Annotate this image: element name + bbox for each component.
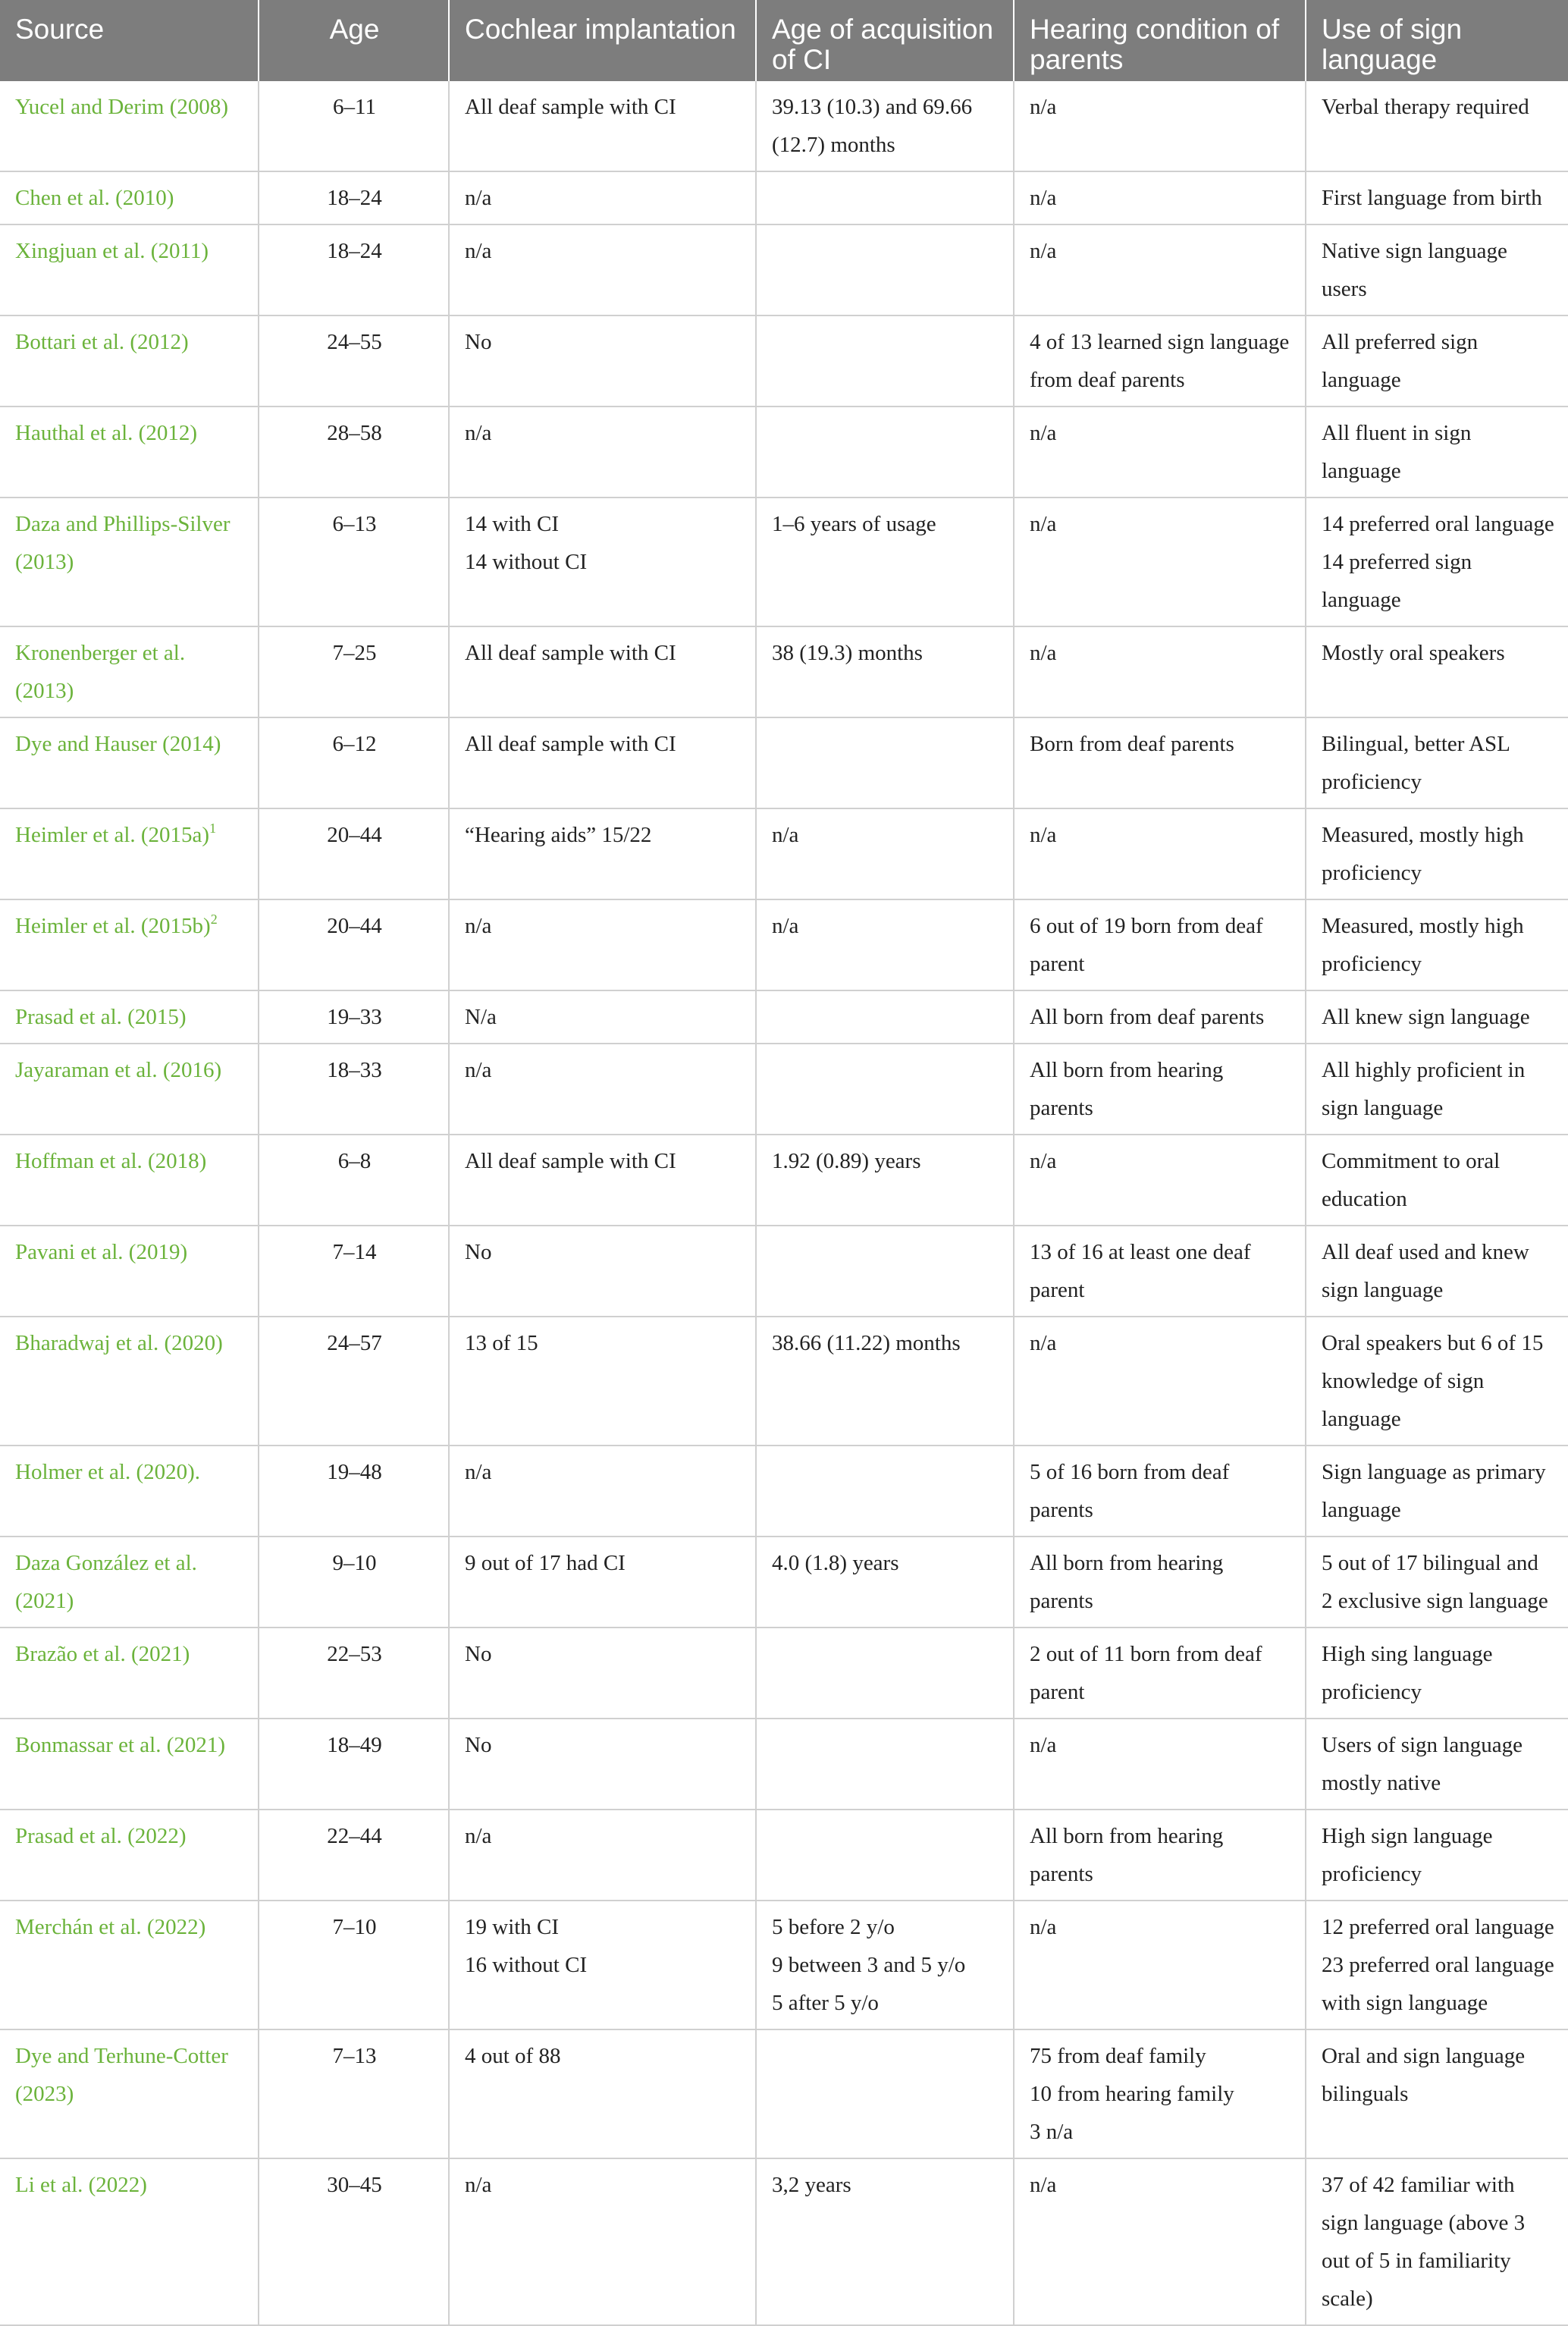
table-row (0, 1135, 1568, 1226)
cell-sign-language (1306, 315, 1568, 407)
cell-cochlear-implantation (449, 407, 756, 498)
cell-sign-language (1306, 1537, 1568, 1628)
cell-age-of-acquisition (756, 1537, 1014, 1628)
cell-line: n/a (1030, 239, 1057, 263)
table-row (0, 899, 1568, 990)
cell-line: Commitment to oral education (1322, 1149, 1501, 1211)
cell-hearing-condition (1014, 1226, 1306, 1317)
cell-cochlear-implantation (449, 2029, 756, 2158)
cell-age-of-acquisition (756, 990, 1014, 1044)
cell-line: n/a (465, 1824, 492, 1848)
cell-age: 6–11 (259, 81, 449, 171)
cell-source (0, 1317, 259, 1446)
cell-cochlear-implantation (449, 1628, 756, 1719)
cell-sign-language (1306, 171, 1568, 224)
cell-line: 14 preferred sign language (1322, 550, 1472, 612)
cell-line: 6 out of 19 born from deaf parent (1030, 914, 1263, 976)
cell-age-of-acquisition (756, 2158, 1014, 2325)
cell-cochlear-implantation (449, 1226, 756, 1317)
source-citation: Merchán et al. (2022) (15, 1915, 206, 1939)
cell-line: 10 from hearing family (1030, 2082, 1234, 2106)
cell-sign-language (1306, 1628, 1568, 1719)
source-citation: Hoffman et al. (2018) (15, 1149, 207, 1173)
cell-hearing-condition (1014, 626, 1306, 717)
source-citation: Daza and Phillips-Silver (2013) (15, 512, 230, 574)
cell-hearing-condition (1014, 899, 1306, 990)
cell-hearing-condition (1014, 808, 1306, 899)
cell-line: n/a (465, 421, 492, 445)
cell-line: All deaf sample with CI (465, 732, 676, 756)
cell-line: 9 out of 17 had CI (465, 1551, 626, 1575)
cell-hearing-condition (1014, 498, 1306, 626)
cell-cochlear-implantation (449, 1719, 756, 1810)
cell-source (0, 808, 259, 899)
cell-line: 14 without CI (465, 550, 588, 574)
cell-hearing-condition (1014, 1901, 1306, 2029)
cell-source (0, 1628, 259, 1719)
cell-line: Mostly oral speakers (1322, 641, 1505, 665)
cell-age-of-acquisition (756, 81, 1014, 171)
cell-line: 3,2 years (772, 2173, 851, 2197)
cell-cochlear-implantation (449, 808, 756, 899)
cell-age: 19–33 (259, 990, 449, 1044)
source-citation: Bottari et al. (2012) (15, 330, 189, 354)
cell-line: All deaf sample with CI (465, 1149, 676, 1173)
cell-line: n/a (1030, 641, 1057, 665)
table-row (0, 808, 1568, 899)
table-body (0, 81, 1568, 2325)
cell-age-of-acquisition (756, 1135, 1014, 1226)
header-source: Source (0, 0, 259, 81)
footnote-marker: 1 (209, 821, 217, 836)
cell-line: All fluent in sign language (1322, 421, 1472, 483)
table-row (0, 81, 1568, 171)
cell-line: No (465, 1240, 492, 1264)
cell-line: n/a (1030, 186, 1057, 210)
cell-line: 4 of 13 learned sign language from deaf parents (1030, 330, 1290, 392)
cell-cochlear-implantation (449, 990, 756, 1044)
header-hearing-condition: Hearing condition of parents (1014, 0, 1306, 81)
cell-cochlear-implantation (449, 81, 756, 171)
table-row (0, 1537, 1568, 1628)
source-citation: Xingjuan et al. (2011) (15, 239, 209, 263)
cell-sign-language (1306, 1446, 1568, 1537)
cell-line: 5 of 16 born from deaf parents (1030, 1460, 1230, 1522)
cell-age: 7–10 (259, 1901, 449, 2029)
cell-sign-language (1306, 407, 1568, 498)
cell-line: 38.66 (11.22) months (772, 1331, 961, 1355)
cell-cochlear-implantation (449, 2158, 756, 2325)
cell-line: All deaf sample with CI (465, 641, 676, 665)
cell-line: 5 out of 17 bilingual and 2 exclusive sign language (1322, 1551, 1548, 1613)
cell-line: n/a (465, 239, 492, 263)
cell-line: Sign language as primary language (1322, 1460, 1546, 1522)
cell-source (0, 1537, 259, 1628)
cell-hearing-condition (1014, 2158, 1306, 2325)
cell-age: 7–14 (259, 1226, 449, 1317)
cell-hearing-condition (1014, 717, 1306, 808)
cell-cochlear-implantation (449, 1446, 756, 1537)
cell-line: No (465, 330, 492, 354)
cell-sign-language (1306, 1226, 1568, 1317)
cell-line: N/a (465, 1005, 497, 1029)
cell-age: 22–53 (259, 1628, 449, 1719)
cell-line: 38 (19.3) months (772, 641, 923, 665)
cell-line: 13 of 16 at least one deaf parent (1030, 1240, 1251, 1302)
source-citation: Prasad et al. (2015) (15, 1005, 187, 1029)
cell-sign-language (1306, 2029, 1568, 2158)
cell-hearing-condition (1014, 1446, 1306, 1537)
table-row (0, 2158, 1568, 2325)
cell-line: All highly proficient in sign language (1322, 1058, 1526, 1120)
cell-line: n/a (1030, 1733, 1057, 1757)
cell-line: 19 with CI (465, 1915, 560, 1939)
cell-age: 6–8 (259, 1135, 449, 1226)
cell-sign-language (1306, 808, 1568, 899)
cell-age: 6–12 (259, 717, 449, 808)
cell-sign-language (1306, 224, 1568, 315)
cell-line: 13 of 15 (465, 1331, 538, 1355)
source-citation: Dye and Terhune-Cotter (2023) (15, 2044, 228, 2106)
cell-source (0, 1719, 259, 1810)
cell-line: All knew sign language (1322, 1005, 1530, 1029)
cell-sign-language (1306, 899, 1568, 990)
cell-line: 12 preferred oral language (1322, 1915, 1554, 1939)
header-age: Age (259, 0, 449, 81)
cell-line: All deaf sample with CI (465, 95, 676, 119)
cell-line: 14 with CI (465, 512, 560, 536)
cell-sign-language (1306, 81, 1568, 171)
cell-line: Oral and sign language bilinguals (1322, 2044, 1526, 2106)
cell-age: 18–24 (259, 224, 449, 315)
cell-line: 5 before 2 y/o (772, 1915, 895, 1939)
cell-hearing-condition (1014, 1044, 1306, 1135)
cell-age: 18–24 (259, 171, 449, 224)
cell-source (0, 171, 259, 224)
cell-line: 5 after 5 y/o (772, 1991, 879, 2015)
cell-line: Bilingual, better ASL proficiency (1322, 732, 1510, 794)
cell-source (0, 899, 259, 990)
cell-line: Measured, mostly high proficiency (1322, 823, 1524, 885)
cell-hearing-condition (1014, 1317, 1306, 1446)
cell-cochlear-implantation (449, 1044, 756, 1135)
cell-line: 9 between 3 and 5 y/o (772, 1953, 966, 1977)
table-row (0, 990, 1568, 1044)
cell-line: n/a (1030, 95, 1057, 119)
cell-line: Measured, mostly high proficiency (1322, 914, 1524, 976)
source-citation: Prasad et al. (2022) (15, 1824, 187, 1848)
cell-line: Native sign language users (1322, 239, 1507, 301)
cell-source (0, 81, 259, 171)
cell-line: All born from deaf parents (1030, 1005, 1265, 1029)
table-row (0, 1446, 1568, 1537)
cell-age-of-acquisition (756, 1226, 1014, 1317)
header-cochlear-implantation: Cochlear implantation (449, 0, 756, 81)
cell-line: 16 without CI (465, 1953, 588, 1977)
cell-source (0, 990, 259, 1044)
table-row (0, 1719, 1568, 1810)
source-citation: Bharadwaj et al. (2020) (15, 1331, 223, 1355)
table-row (0, 1901, 1568, 2029)
cell-line: n/a (1030, 1915, 1057, 1939)
table-row (0, 1226, 1568, 1317)
cell-sign-language (1306, 498, 1568, 626)
cell-line: 37 of 42 familiar with sign language (above 3 out of 5 in familiarity scale) (1322, 2173, 1526, 2311)
cell-source (0, 1135, 259, 1226)
cell-sign-language (1306, 2158, 1568, 2325)
cell-age: 18–49 (259, 1719, 449, 1810)
cell-source (0, 717, 259, 808)
table-row (0, 315, 1568, 407)
cell-line: All born from hearing parents (1030, 1824, 1224, 1886)
source-citation: Li et al. (2022) (15, 2173, 147, 2197)
table-row (0, 1044, 1568, 1135)
cell-age: 7–25 (259, 626, 449, 717)
header-row (0, 0, 1568, 81)
cell-line: All born from hearing parents (1030, 1058, 1224, 1120)
cell-cochlear-implantation (449, 171, 756, 224)
cell-hearing-condition (1014, 81, 1306, 171)
cell-cochlear-implantation (449, 1317, 756, 1446)
cell-line: Oral speakers but 6 of 15 knowledge of sign language (1322, 1331, 1544, 1431)
cell-age-of-acquisition (756, 1628, 1014, 1719)
source-citation: Brazão et al. (2021) (15, 1642, 190, 1666)
cell-hearing-condition (1014, 224, 1306, 315)
cell-line: High sign language proficiency (1322, 1824, 1493, 1886)
cell-sign-language (1306, 1810, 1568, 1901)
footnote-marker: 2 (210, 912, 218, 927)
cell-age-of-acquisition (756, 626, 1014, 717)
cell-cochlear-implantation (449, 1901, 756, 2029)
cell-age: 22–44 (259, 1810, 449, 1901)
cell-line: n/a (465, 2173, 492, 2197)
table-row (0, 1810, 1568, 1901)
cell-line: n/a (1030, 2173, 1057, 2197)
cell-source (0, 2158, 259, 2325)
source-citation: Hauthal et al. (2012) (15, 421, 197, 445)
cell-age-of-acquisition (756, 717, 1014, 808)
cell-age: 24–55 (259, 315, 449, 407)
cell-hearing-condition (1014, 2029, 1306, 2158)
cell-line: All born from hearing parents (1030, 1551, 1224, 1613)
cell-line: All preferred sign language (1322, 330, 1479, 392)
cell-hearing-condition (1014, 990, 1306, 1044)
cell-cochlear-implantation (449, 315, 756, 407)
cell-cochlear-implantation (449, 1810, 756, 1901)
cell-source (0, 224, 259, 315)
cell-source (0, 1044, 259, 1135)
cell-hearing-condition (1014, 171, 1306, 224)
cell-source (0, 1446, 259, 1537)
cell-source (0, 407, 259, 498)
cell-line: 75 from deaf family (1030, 2044, 1206, 2068)
cell-line: n/a (1030, 421, 1057, 445)
source-citation: Yucel and Derim (2008) (15, 95, 229, 119)
cell-sign-language (1306, 990, 1568, 1044)
cell-sign-language (1306, 1719, 1568, 1810)
cell-sign-language (1306, 717, 1568, 808)
cell-age: 18–33 (259, 1044, 449, 1135)
cell-age-of-acquisition (756, 2029, 1014, 2158)
cell-cochlear-implantation (449, 899, 756, 990)
table-row (0, 2029, 1568, 2158)
header-sign-language: Use of sign language (1306, 0, 1568, 81)
cell-line: 4 out of 88 (465, 2044, 561, 2068)
cell-age-of-acquisition (756, 171, 1014, 224)
cell-line: 4.0 (1.8) years (772, 1551, 899, 1575)
cell-age-of-acquisition (756, 1810, 1014, 1901)
cell-sign-language (1306, 1135, 1568, 1226)
source-citation: Pavani et al. (2019) (15, 1240, 188, 1264)
cell-hearing-condition (1014, 1719, 1306, 1810)
cell-line: n/a (1030, 1149, 1057, 1173)
cell-sign-language (1306, 1901, 1568, 2029)
cell-hearing-condition (1014, 1810, 1306, 1901)
cell-cochlear-implantation (449, 498, 756, 626)
cell-line: n/a (465, 1460, 492, 1484)
cell-source (0, 315, 259, 407)
cell-age: 9–10 (259, 1537, 449, 1628)
table-row (0, 1317, 1568, 1446)
cell-source (0, 1810, 259, 1901)
cell-line: n/a (1030, 1331, 1057, 1355)
cell-age-of-acquisition (756, 1317, 1014, 1446)
cell-age-of-acquisition (756, 1719, 1014, 1810)
cell-line: No (465, 1733, 492, 1757)
cell-age-of-acquisition (756, 1446, 1014, 1537)
cell-line: All deaf used and knew sign language (1322, 1240, 1529, 1302)
cell-age: 24–57 (259, 1317, 449, 1446)
cell-hearing-condition (1014, 1628, 1306, 1719)
cell-line: First language from birth (1322, 186, 1542, 210)
cell-line: 39.13 (10.3) and 69.66 (12.7) months (772, 95, 973, 157)
cell-line: 1–6 years of usage (772, 512, 936, 536)
cell-source (0, 498, 259, 626)
cell-hearing-condition (1014, 1135, 1306, 1226)
cell-line: “Hearing aids” 15/22 (465, 823, 652, 847)
cell-line: Born from deaf parents (1030, 732, 1234, 756)
table-row (0, 224, 1568, 315)
cell-line: 1.92 (0.89) years (772, 1149, 921, 1173)
table-row (0, 1628, 1568, 1719)
source-citation: Jayaraman et al. (2016) (15, 1058, 222, 1082)
source-citation: Heimler et al. (2015b) (15, 914, 211, 938)
cell-cochlear-implantation (449, 224, 756, 315)
cell-line: High sing language proficiency (1322, 1642, 1493, 1704)
cell-cochlear-implantation (449, 1135, 756, 1226)
cell-line: n/a (465, 914, 492, 938)
table-row (0, 498, 1568, 626)
cell-line: n/a (772, 823, 799, 847)
cell-source (0, 1901, 259, 2029)
cell-line: n/a (1030, 512, 1057, 536)
cell-line: No (465, 1642, 492, 1666)
cell-line: n/a (772, 914, 799, 938)
source-citation: Bonmassar et al. (2021) (15, 1733, 226, 1757)
source-citation: Holmer et al. (2020). (15, 1460, 201, 1484)
cell-age: 20–44 (259, 899, 449, 990)
cell-sign-language (1306, 626, 1568, 717)
table-row (0, 171, 1568, 224)
source-citation: Heimler et al. (2015a) (15, 823, 210, 847)
cell-line: Verbal therapy required (1322, 95, 1529, 119)
cell-age-of-acquisition (756, 1901, 1014, 2029)
cell-age: 19–48 (259, 1446, 449, 1537)
cell-age-of-acquisition (756, 1044, 1014, 1135)
cell-line: 2 out of 11 born from deaf parent (1030, 1642, 1262, 1704)
header-age-of-acquisition: Age of acquisition of CI (756, 0, 1014, 81)
cell-age: 30–45 (259, 2158, 449, 2325)
cell-cochlear-implantation (449, 626, 756, 717)
cell-line: 3 n/a (1030, 2120, 1074, 2144)
cell-age-of-acquisition (756, 407, 1014, 498)
cell-source (0, 626, 259, 717)
source-citation: Chen et al. (2010) (15, 186, 174, 210)
cell-line: n/a (465, 186, 492, 210)
cell-age: 28–58 (259, 407, 449, 498)
cell-source (0, 2029, 259, 2158)
cell-sign-language (1306, 1044, 1568, 1135)
cell-line: n/a (465, 1058, 492, 1082)
cell-line: 23 preferred oral language with sign language (1322, 1953, 1554, 2015)
table-row (0, 407, 1568, 498)
cell-age-of-acquisition (756, 808, 1014, 899)
cell-age-of-acquisition (756, 498, 1014, 626)
source-citation: Kronenberger et al. (2013) (15, 641, 186, 703)
cell-line: 14 preferred oral language (1322, 512, 1554, 536)
cell-sign-language (1306, 1317, 1568, 1446)
cell-age-of-acquisition (756, 899, 1014, 990)
cell-source (0, 1226, 259, 1317)
table-row (0, 717, 1568, 808)
source-citation: Dye and Hauser (2014) (15, 732, 221, 756)
cell-hearing-condition (1014, 315, 1306, 407)
cell-age-of-acquisition (756, 224, 1014, 315)
cell-age: 7–13 (259, 2029, 449, 2158)
table-row (0, 626, 1568, 717)
cell-age: 20–44 (259, 808, 449, 899)
cell-line: n/a (1030, 823, 1057, 847)
cell-hearing-condition (1014, 407, 1306, 498)
cell-age: 6–13 (259, 498, 449, 626)
cell-cochlear-implantation (449, 717, 756, 808)
source-citation: Daza González et al. (2021) (15, 1551, 197, 1613)
table-header (0, 0, 1568, 81)
cell-hearing-condition (1014, 1537, 1306, 1628)
cell-line: Users of sign language mostly native (1322, 1733, 1523, 1795)
cell-age-of-acquisition (756, 315, 1014, 407)
cell-cochlear-implantation (449, 1537, 756, 1628)
